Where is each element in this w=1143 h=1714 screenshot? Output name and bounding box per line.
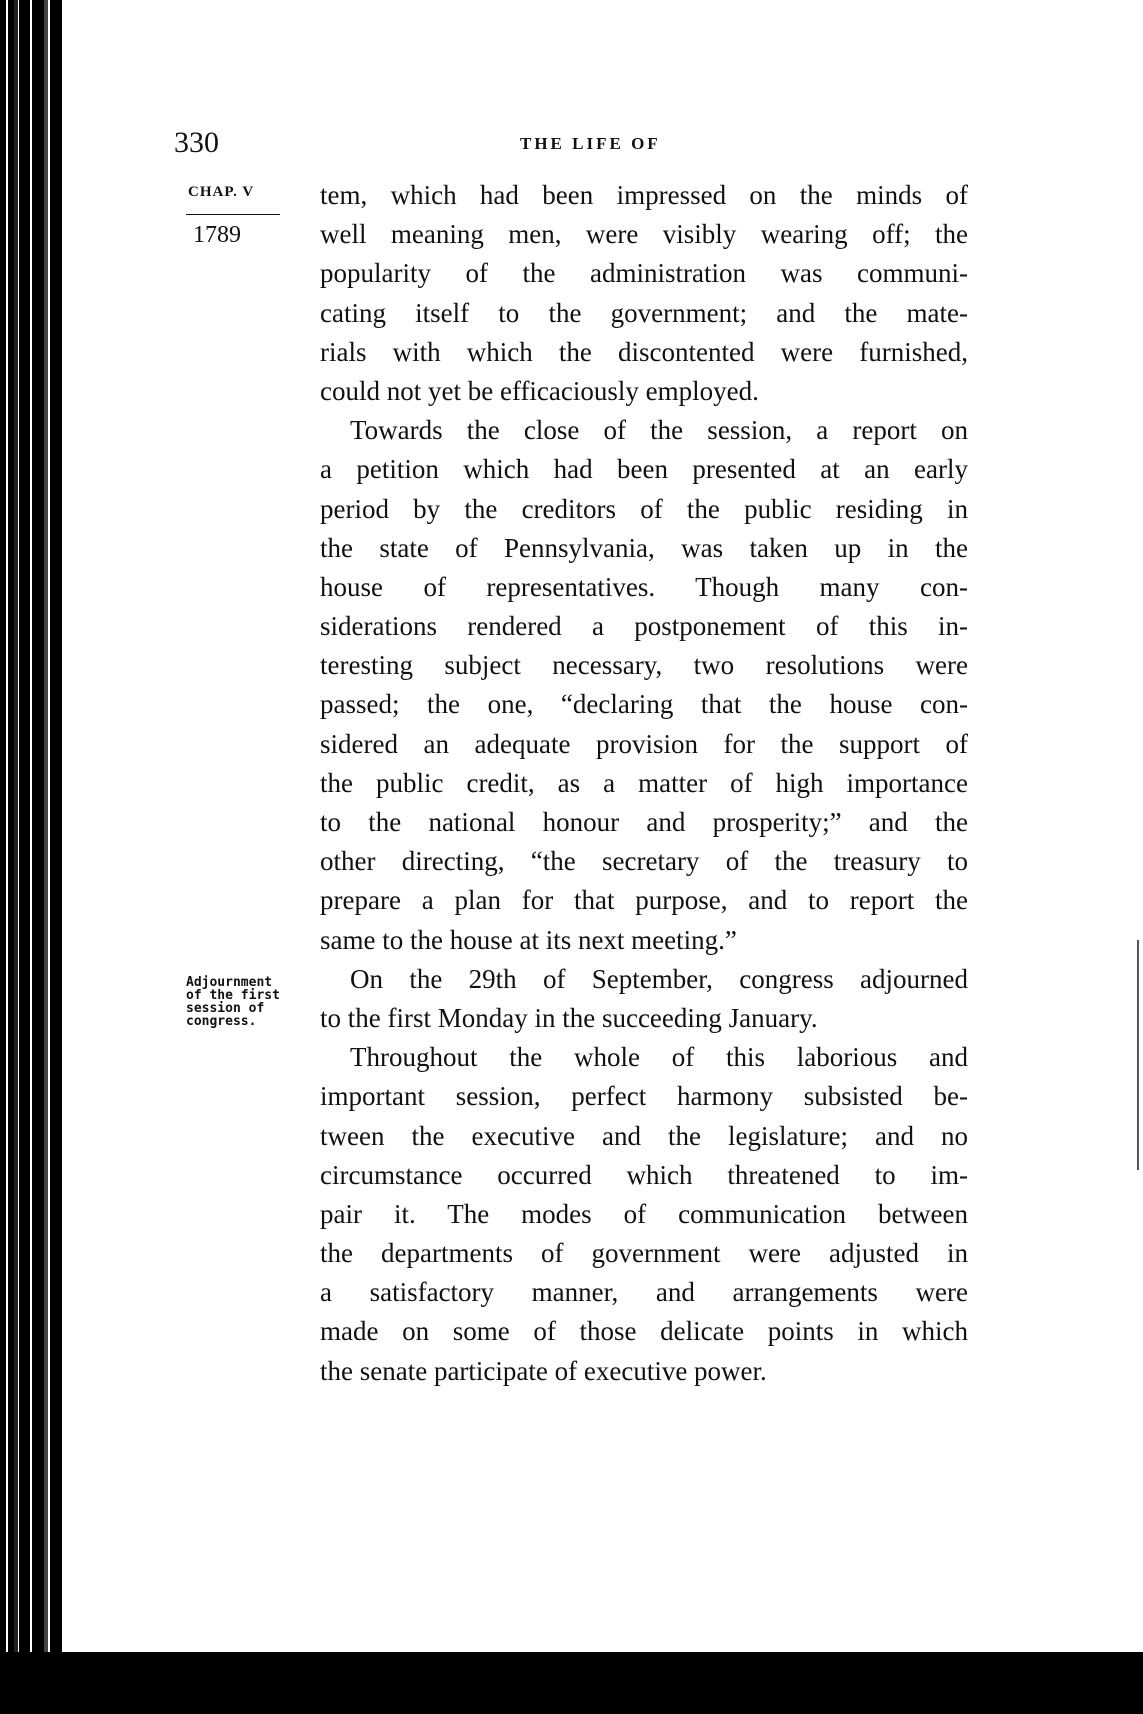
text-line: same to the house at its next meeting.” bbox=[320, 924, 737, 955]
body-text bbox=[320, 176, 968, 1391]
margin-rule bbox=[186, 214, 280, 215]
running-head: THE LIFE OF bbox=[520, 134, 661, 153]
text-line: important session, perfect harmony subsisted be- bbox=[320, 1081, 968, 1112]
text-line: other directing, “the secretary of the treasury to bbox=[320, 846, 968, 877]
text-line: siderations rendered a postponement of this in- bbox=[320, 611, 968, 642]
sidenote-line: Adjournment bbox=[186, 975, 273, 990]
sidenote-line: session of bbox=[186, 1001, 265, 1016]
margin-year: 1789 bbox=[193, 222, 241, 248]
text-line: the senate participate of executive power. bbox=[320, 1355, 767, 1386]
text-line: tween the executive and the legislature; and no bbox=[320, 1120, 968, 1151]
text-line: Towards the close of the session, a report on bbox=[350, 415, 968, 446]
text-line: teresting subject necessary, two resolutions were bbox=[320, 650, 968, 681]
text-line: prepare a plan for that purpose, and to report the bbox=[320, 885, 968, 916]
text-line: cating itself to the government; and the mate- bbox=[320, 297, 968, 328]
text-line: On the 29th of September, congress adjourned bbox=[350, 963, 968, 994]
text-line: a petition which had been presented at an early bbox=[320, 454, 968, 485]
text-line: period by the creditors of the public residing in bbox=[320, 493, 968, 524]
scan-bottom-border bbox=[0, 1652, 1143, 1714]
text-line: pair it. The modes of communication between bbox=[320, 1198, 968, 1229]
text-line: popularity of the administration was communi- bbox=[320, 258, 968, 289]
text-line: rials with which the discontented were furnished, bbox=[320, 336, 968, 367]
book-binding-edge bbox=[0, 0, 62, 1714]
text-line: the state of Pennsylvania, was taken up in the bbox=[320, 532, 968, 563]
page-number: 330 bbox=[174, 126, 219, 159]
text-line: to the first Monday in the succeeding January. bbox=[320, 1002, 818, 1033]
text-line: house of representatives. Though many con- bbox=[320, 571, 968, 602]
sidenote-line: of the first bbox=[186, 988, 280, 1003]
text-line: circumstance occurred which threatened to im- bbox=[320, 1159, 968, 1190]
sidenote-adjournment bbox=[186, 976, 280, 1028]
text-line: the public credit, as a matter of high importance bbox=[320, 767, 968, 798]
chapter-label: CHAP. V bbox=[188, 184, 255, 200]
text-line: the departments of government were adjusted in bbox=[320, 1238, 968, 1269]
scan-right-edge bbox=[1137, 940, 1139, 1170]
text-line: made on some of those delicate points in which bbox=[320, 1316, 968, 1347]
text-line: to the national honour and prosperity;” and the bbox=[320, 807, 968, 837]
text-line: could not yet be efficaciously employed. bbox=[320, 375, 759, 406]
text-line: passed; the one, “declaring that the house con- bbox=[320, 689, 968, 720]
text-line: tem, which had been impressed on the minds of bbox=[320, 180, 968, 210]
text-line: Throughout the whole of this laborious and bbox=[350, 1042, 968, 1073]
text-line: sidered an adequate provision for the support of bbox=[320, 728, 968, 759]
text-line: well meaning men, were visibly wearing off; the bbox=[320, 219, 968, 250]
sidenote-line: congress. bbox=[186, 1014, 257, 1029]
text-line: a satisfactory manner, and arrangements were bbox=[320, 1277, 968, 1308]
